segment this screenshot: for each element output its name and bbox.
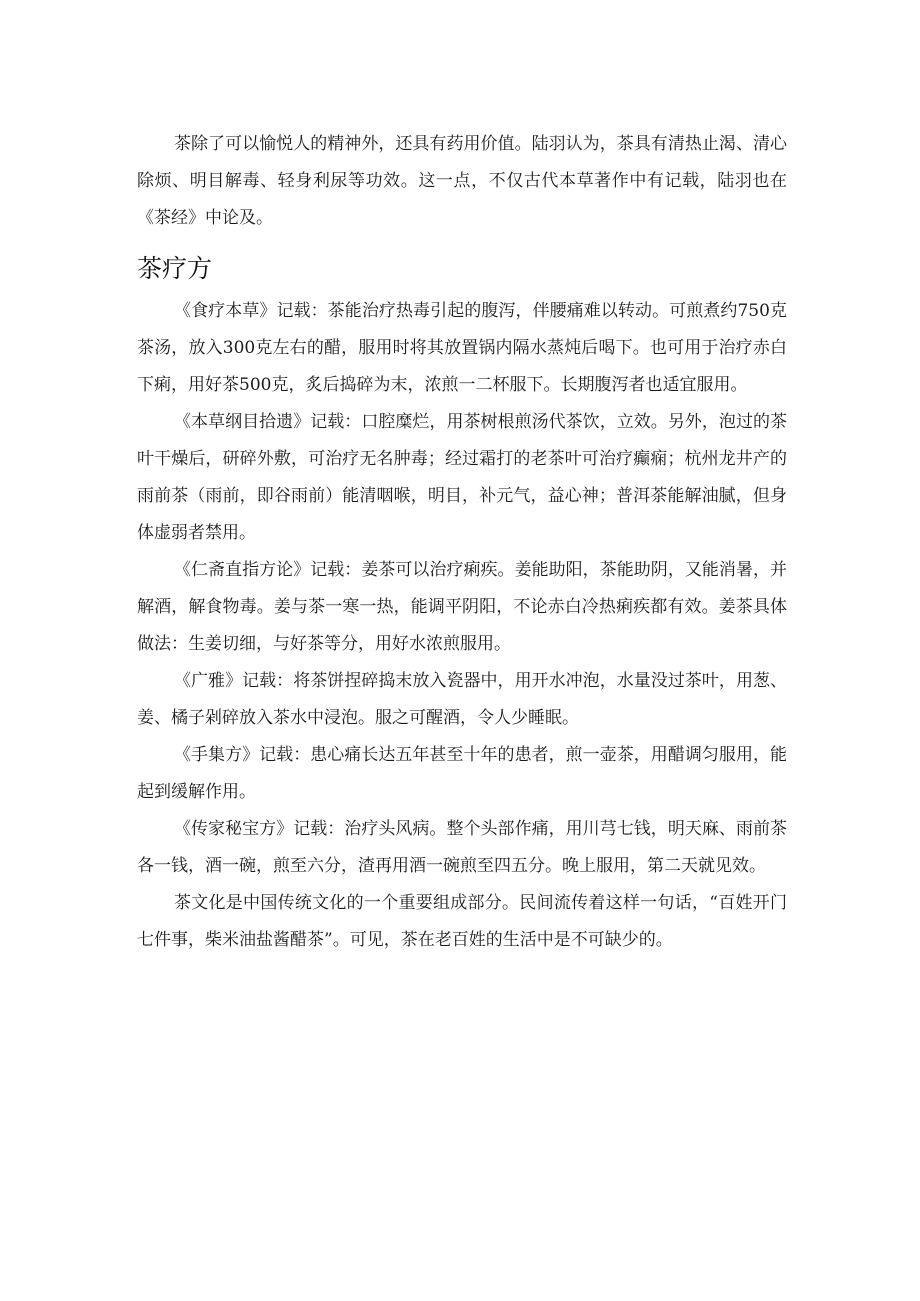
intro-paragraph: 茶除了可以愉悦人的精神外，还具有药用价值。陆羽认为，茶具有清热止渴、清心除烦、明目解毒、轻身利尿等功效。这一点，不仅古代本草著作中有记载，陆羽也在《茶经》中论及。 [137, 134, 787, 228]
paragraph-renzhai-zhizhi: 《仁斋直指方论》记载：姜茶可以治疗痢疾。姜能助阳，茶能助阴，又能消暑，并解酒，解食物毒。姜与茶一寒一热，能调平阴阳，不论赤白冷热痢疾都有效。姜茶具体做法：生姜切细，与好茶等分，用好水浓煎服用。 [137, 560, 787, 654]
section-title: 茶疗方 [137, 254, 213, 283]
paragraph-tea-culture: 茶文化是中国传统文化的一个重要组成部分。民间流传着这样一句话，“百姓开门七件事，柴米油盐酱醋茶”。可见，茶在老百姓的生活中是不可缺少的。 [137, 893, 787, 950]
paragraph-guangya: 《广雅》记载：将茶饼捏碎捣末放入瓷器中，用开水冲泡，水量没过茶叶，用葱、姜、橘子剁碎放入茶水中浸泡。服之可醒酒，令人少睡眠。 [137, 671, 787, 728]
paragraph-chuanjia-mibao: 《传家秘宝方》记载：治疗头风病。整个头部作痛，用川芎七钱，明天麻、雨前茶各一钱，酒一碗，煎至六分，渣再用酒一碗煎至四五分。晚上服用，第二天就见效。 [137, 819, 787, 876]
paragraph-bencao-gangmu-shiyi: 《本草纲目拾遗》记载：口腔糜烂，用茶树根煎汤代茶饮，立效。另外，泡过的茶叶干燥后，研碎外敷，可治疗无名肿毒；经过霜打的老茶叶可治疗癫痫；杭州龙井产的雨前茶（雨前，即谷雨前）能清咽喉，明目，补元气，益心神；普洱茶能解油腻，但身体虚弱者禁用。 [137, 412, 787, 543]
paragraph-shiliao-bencao: 《食疗本草》记载：茶能治疗热毒引起的腹泻，伴腰痛难以转动。可煎煮约750克茶汤，放入300克左右的醋，服用时将其放置锅内隔水蒸炖后喝下。也可用于治疗赤白下痢，用好茶500克，炙后捣碎为末，浓煎一二杯服下。长期腹泻者也适宜服用。 [137, 301, 787, 395]
paragraph-shouji-fang: 《手集方》记载：患心痛长达五年甚至十年的患者，煎一壶茶，用醋调匀服用，能起到缓解作用。 [137, 745, 787, 802]
document-body [137, 126, 787, 959]
